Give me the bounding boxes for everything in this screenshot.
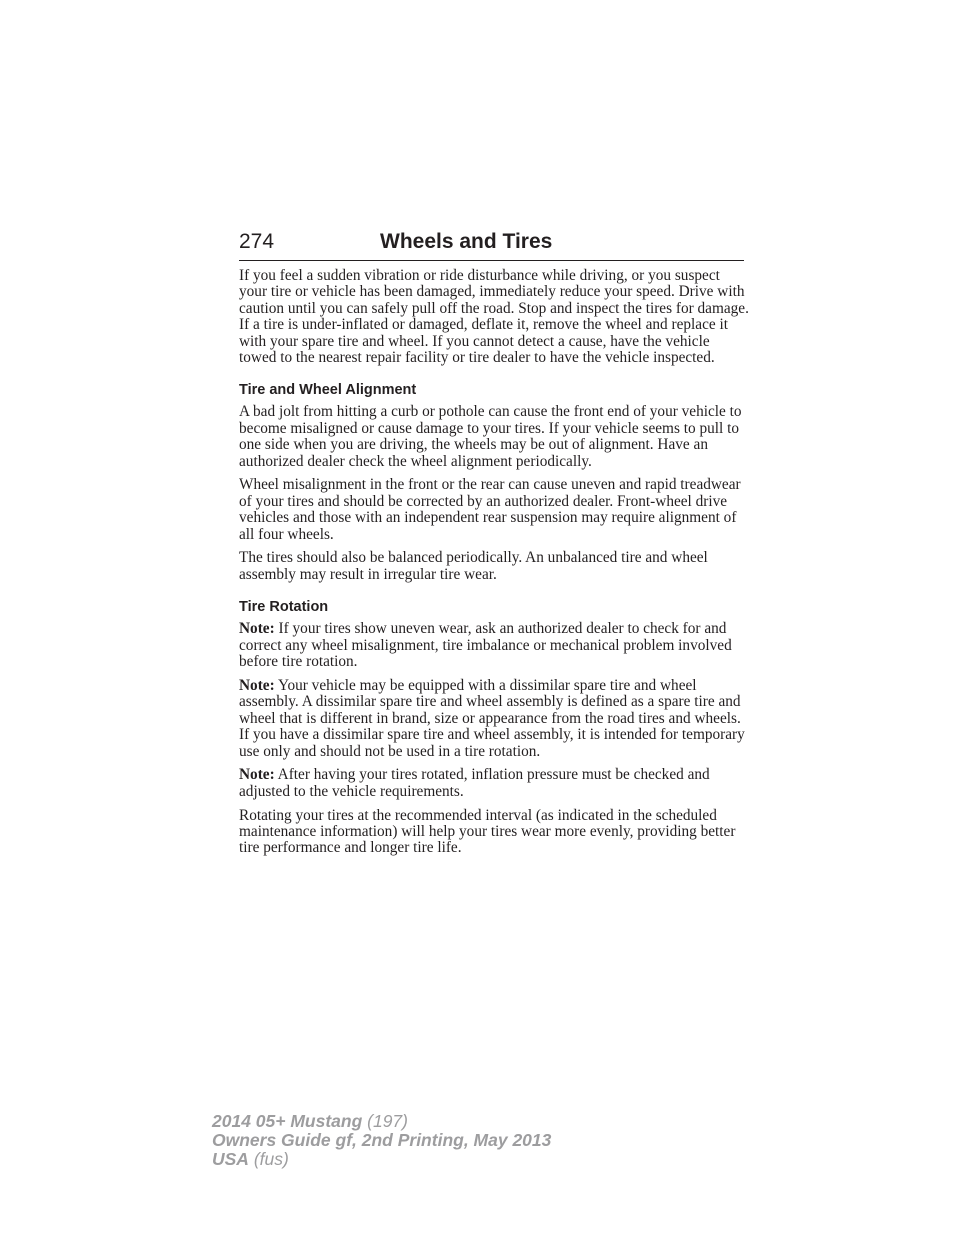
page-content [239, 268, 749, 864]
footer-line-3 [212, 1150, 551, 1169]
page-number: 274 [239, 230, 275, 253]
note-label: Note: [239, 766, 275, 784]
note-text: After having your tires rotated, inflation pressure must be checked and adjusted to the vehicle requirements. [239, 766, 710, 800]
alignment-paragraph-2: Wheel misalignment in the front or the rear can cause uneven and rapid treadwear of your tires and should be corrected by an authorized dealer. Front-wheel drive vehicles and those with an independent rear suspension may require alignment of all four wheels. [239, 476, 741, 543]
note-label: Note: [239, 620, 275, 638]
note-text: If your tires show uneven wear, ask an authorized dealer to check for and correct any wheel misalignment, tire imbalance or mechanical problem involved before tire rotation. [239, 620, 732, 671]
alignment-heading: Tire and Wheel Alignment [239, 382, 417, 399]
note-label: Note: [239, 676, 275, 694]
alignment-paragraph-3: The tires should also be balanced periodically. An unbalanced tire and wheel assembly may result in irregular tire wear. [239, 549, 708, 583]
footer-model-code: (197) [362, 1111, 408, 1131]
print-footer [212, 1112, 551, 1169]
rotation-heading: Tire Rotation [239, 599, 329, 616]
section-title: Wheels and Tires [380, 230, 553, 253]
intro-paragraph: If you feel a sudden vibration or ride disturbance while driving, or you suspect your tire or vehicle has been damaged, immediately reduce your speed. Drive with caution until you can safely pull off the road. Stop and inspect the tires for damage. If a tire is under-inflated or damaged, deflate it, remove the wheel and replace it with your spare tire and wheel. If you cannot detect a cause, have the vehicle towed to the nearest repair facility or tire dealer to have the vehicle inspected. [239, 267, 749, 367]
footer-line-1 [212, 1112, 551, 1131]
rotation-note-3 [239, 767, 749, 800]
alignment-paragraph-1: A bad jolt from hitting a curb or pothole can cause the front end of your vehicle to become misaligned or cause damage to your tires. If your vehicle seems to pull to one side when you are driving, the wheels may be out of alignment. Have an authorized dealer check the wheel alignment periodically. [239, 403, 742, 470]
footer-model: 2014 05+ Mustang [212, 1111, 363, 1131]
footer-line-2: Owners Guide gf, 2nd Printing, May 2013 [212, 1130, 552, 1150]
rotation-paragraph-final: Rotating your tires at the recommended interval (as indicated in the scheduled maintenance information) will help your tires wear more evenly, providing better tire performance and longer tire life. [239, 806, 736, 857]
rotation-note-2 [239, 678, 749, 760]
page-header [239, 228, 744, 261]
footer-market-code: (fus) [248, 1149, 289, 1169]
rotation-note-1 [239, 621, 749, 670]
footer-market: USA [212, 1149, 249, 1169]
note-text: Your vehicle may be equipped with a dissimilar spare tire and wheel assembly. A dissimilar spare tire and wheel assembly is defined as a spare tire and wheel that is different in brand, size or appearance from the road tires and wheels. If you have a dissimilar spare tire and wheel assembly, it is intended for temporary use only and should not be used in a tire rotation. [239, 676, 745, 760]
